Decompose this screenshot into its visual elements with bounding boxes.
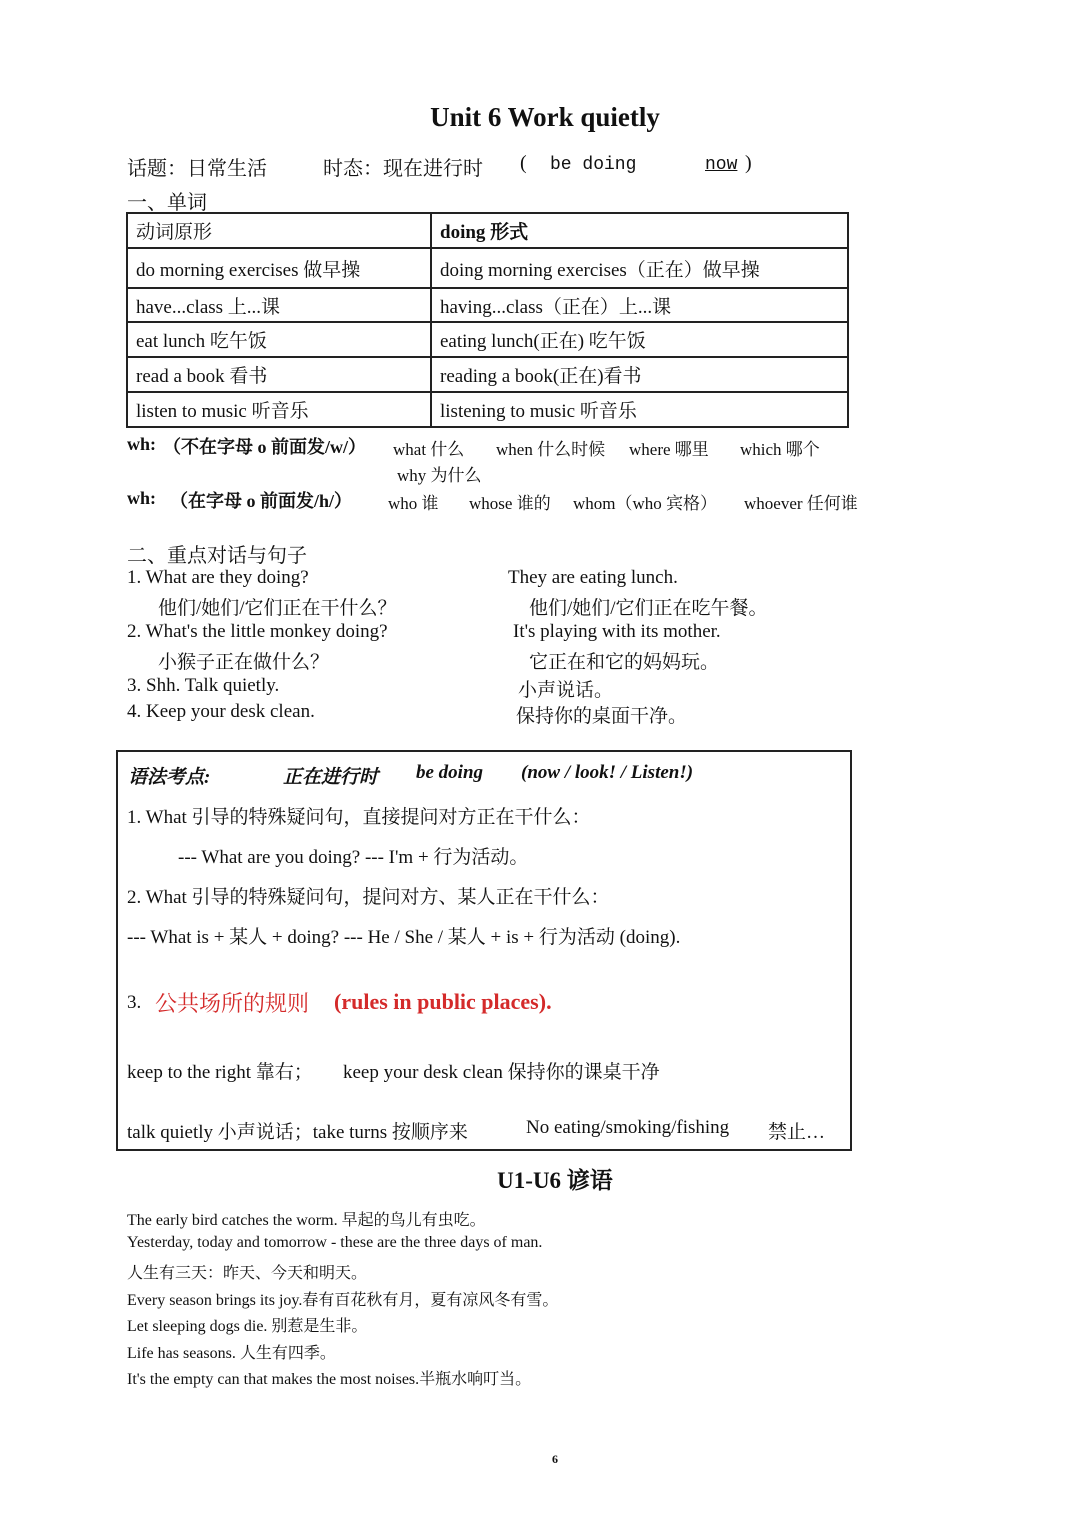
table-cell: eat lunch 吃午饭 (127, 322, 431, 357)
page-title: Unit 6 Work quietly (430, 102, 660, 132)
wh-word: where 哪里 (629, 440, 709, 459)
grammar-line: keep to the right 靠右； (127, 1062, 313, 1083)
table-cell: having...class（正在）上...课 (431, 288, 848, 322)
proverb-line: Let sleeping dogs die. 别惹是生非。 (127, 1318, 368, 1335)
wh-word: which 哪个 (740, 440, 820, 459)
wh-word: why 为什么 (397, 466, 482, 485)
table-cell: have...class 上...课 (127, 288, 431, 322)
grammar-line: 禁止… (768, 1122, 826, 1143)
dialog-answer-cn: 他们/她们/它们正在吃午餐。 (529, 598, 768, 619)
grammar-line: No eating/smoking/fishing (526, 1117, 730, 1138)
paren-open: ( (520, 152, 527, 174)
proverbs-heading: U1-U6 谚语 (497, 1168, 613, 1193)
dialog-answer-cn: 保持你的桌面干净。 (516, 706, 688, 727)
table-header-cell: 动词原形 (127, 213, 431, 248)
page-number: 6 (552, 1452, 558, 1466)
grammar-line: --- What are you doing? --- I'm + 行为活动。 (178, 847, 529, 868)
grammar-line: 2. What 引导的特殊疑问句，提问对方、某人正在干什么： (127, 887, 610, 908)
proverb-line: It's the empty can that makes the most noises.半瓶水响叮当。 (127, 1371, 532, 1388)
dialog-question: 1. What are they doing? (127, 567, 309, 588)
table-row (127, 357, 848, 392)
dialog-question: 3. Shh. Talk quietly. (127, 675, 280, 696)
section-words-heading: 一、单词 (127, 192, 207, 214)
dialog-question: 2. What's the little monkey doing? (127, 621, 388, 642)
dialog-question-cn: 小猴子正在做什么？ (158, 652, 330, 673)
dialog-question-cn: 他们/她们/它们正在干什么？ (158, 598, 397, 619)
grammar-line: talk quietly 小声说话；take turns 按顺序来 (127, 1122, 468, 1143)
wh-rule: （在字母 o 前面发/h/） (170, 491, 353, 511)
wh-rule: （不在字母 o 前面发/w/） (163, 437, 367, 457)
word-table (126, 212, 849, 428)
wh-word: when 什么时候 (496, 440, 606, 459)
dialog-question: 4. Keep your desk clean. (127, 701, 315, 722)
tense-label: 时态：现在进行时 (323, 158, 483, 180)
table-cell: read a book 看书 (127, 357, 431, 392)
wh-label: wh: (127, 434, 157, 454)
grammar-form: be doing (416, 762, 484, 783)
public-rules-en: (rules in public places). (334, 989, 552, 1014)
wh-label: wh: (127, 488, 157, 508)
table-cell: eating lunch(正在) 吃午饭 (431, 322, 848, 357)
wh-word: whom（who 宾格） (573, 494, 718, 513)
table-cell: listening to music 听音乐 (431, 392, 848, 427)
paren-close: ) (745, 152, 752, 174)
wh-word: what 什么 (393, 440, 465, 459)
be-doing-label: be doing (550, 155, 637, 175)
grammar-line: --- What is + 某人 + doing? --- He / She / 某人 + is + 行为活动 (doing). (127, 927, 681, 948)
public-rules-cn: 公共场所的规则 (155, 991, 310, 1016)
grammar-line: keep your desk clean 保持你的课桌干净 (343, 1062, 660, 1083)
now-label: now (705, 155, 738, 175)
table-row (127, 392, 848, 427)
table-cell: listen to music 听音乐 (127, 392, 431, 427)
table-cell: doing morning exercises（正在）做早操 (431, 248, 848, 288)
table-cell: reading a book(正在)看书 (431, 357, 848, 392)
grammar-tense: 正在进行时 (283, 767, 379, 788)
proverb-line: Life has seasons. 人生有四季。 (127, 1345, 336, 1362)
dialog-answer-cn: 小声说话。 (518, 680, 614, 701)
grammar-line: 1. What 引导的特殊疑问句，直接提问对方正在干什么： (127, 807, 591, 828)
dialog-answer: They are eating lunch. (508, 567, 678, 588)
topic-label: 话题：日常生活 (127, 158, 267, 180)
proverb-line: 人生有三天：昨天、今天和明天。 (127, 1265, 368, 1282)
table-header-cell: doing 形式 (431, 213, 848, 248)
dialog-answer-cn: 它正在和它的妈妈玩。 (529, 652, 720, 673)
grammar-heading: 语法考点: (128, 767, 211, 788)
table-row (127, 288, 848, 322)
table-row (127, 248, 848, 288)
wh-word: whose 谁的 (469, 494, 551, 513)
table-row (127, 322, 848, 357)
wh-word: whoever 任何谁 (744, 494, 858, 513)
grammar-line-number: 3. (127, 992, 142, 1013)
proverb-line: Yesterday, today and tomorrow - these are the three days of man. (127, 1234, 543, 1251)
proverb-line: Every season brings its joy.春有百花秋有月，夏有凉风冬有雪。 (127, 1292, 559, 1309)
grammar-signals: (now / look! / Listen!) (521, 762, 694, 783)
table-header-row (127, 213, 848, 248)
proverb-line: The early bird catches the worm. 早起的鸟儿有虫吃。 (127, 1212, 486, 1229)
dialog-answer: It's playing with its mother. (513, 621, 721, 642)
wh-word: who 谁 (388, 494, 439, 513)
table-cell: do morning exercises 做早操 (127, 248, 431, 288)
section-dialog-heading: 二、重点对话与句子 (127, 545, 307, 567)
